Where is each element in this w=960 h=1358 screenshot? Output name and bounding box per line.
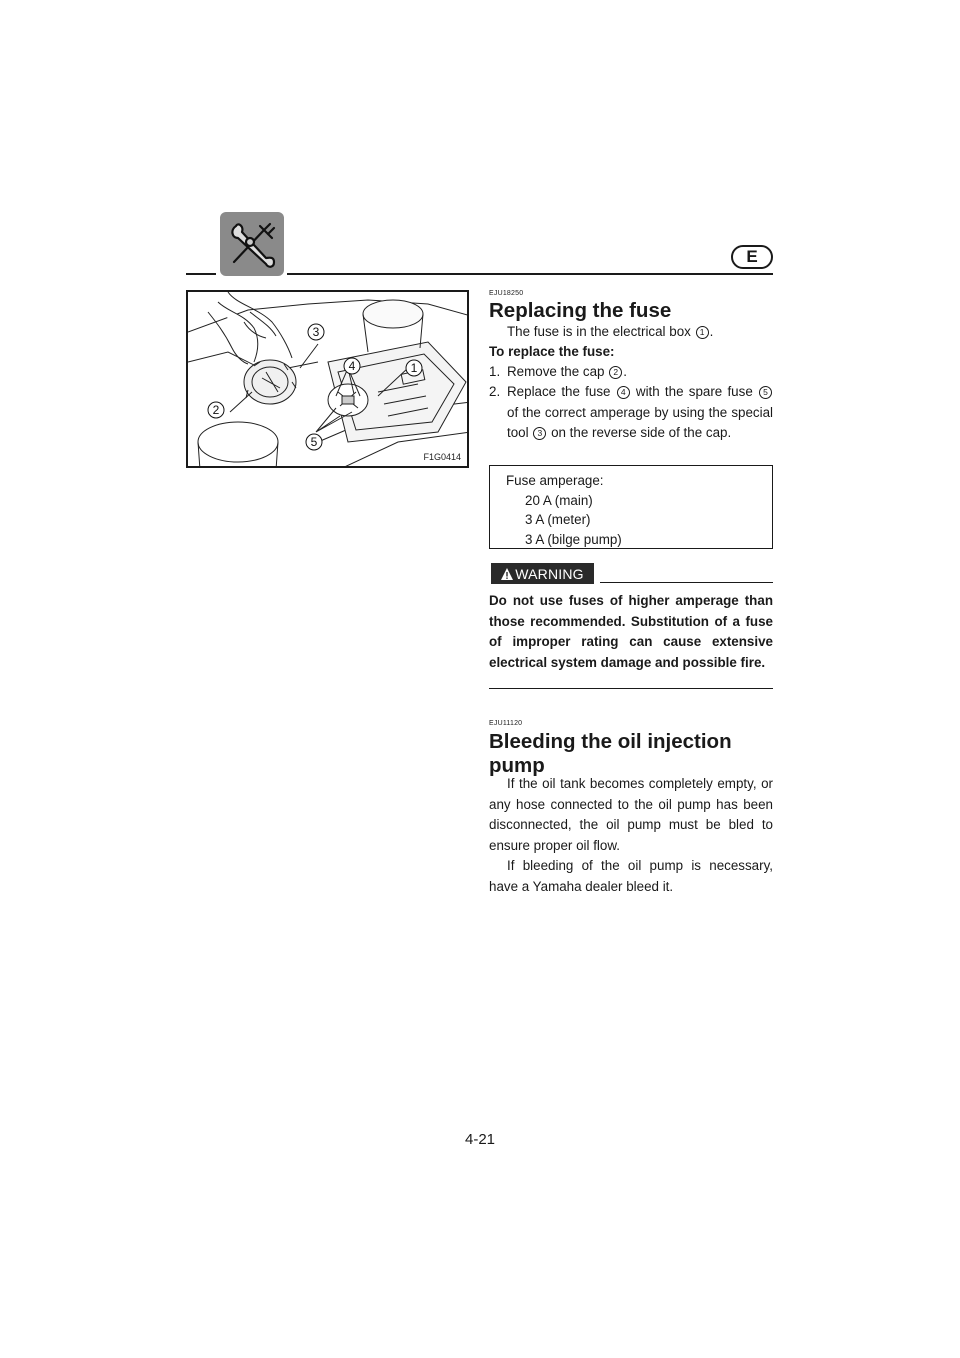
figure-code: F1G0414 [423, 452, 461, 462]
warning-label: WARNING [515, 565, 584, 582]
warning-rule-bottom [489, 688, 773, 689]
ref-marker: 4 [617, 386, 630, 399]
step-text: Remove the cap [507, 364, 605, 379]
list-number: 2. [489, 384, 501, 399]
section-title: Replacing the fuse [489, 299, 672, 322]
warning-text: Do not use fuses of higher amperage than those recommended. Substitution of a fuse of improper rating can cause extensive electrical system damage and possible fire. [489, 593, 773, 670]
step-suffix: . [623, 364, 627, 379]
language-badge: E [731, 245, 773, 269]
list-item [489, 382, 773, 444]
intro-suffix: . [709, 324, 714, 339]
warning-badge [491, 563, 594, 584]
callout-2: 2 [212, 403, 220, 417]
spec-label: Fuse amperage: [506, 473, 604, 488]
spec-value: 3 A (bilge pump) [525, 531, 622, 547]
howto-label: To replace the fuse: [489, 344, 615, 359]
ref-marker: 3 [533, 427, 546, 440]
header-rule-left [186, 273, 216, 275]
warning-rule-top [600, 582, 773, 583]
ref-marker: 5 [759, 386, 772, 399]
spec-value: 3 A (meter) [525, 512, 591, 527]
section-code: EJU11120 [489, 720, 523, 727]
step-text: with the spare fuse [635, 384, 753, 399]
callout-4: 4 [348, 359, 356, 373]
page-number: 4-21 [464, 1131, 496, 1148]
list-item [489, 362, 773, 383]
fuse-illustration [186, 290, 469, 468]
body-paragraph: If bleeding of the oil pump is necessary, have a Yamaha dealer bleed it. [489, 858, 773, 894]
intro-text: The fuse is in the electrical box [507, 324, 691, 339]
warning-icon [501, 568, 513, 580]
header-rule-right [287, 273, 773, 275]
spec-value: 20 A (main) [525, 492, 593, 508]
callout-1: 1 [410, 361, 418, 375]
ref-marker: 1 [696, 326, 709, 339]
section-title-line2: pump [489, 754, 545, 777]
fuse-box-drawing [188, 292, 469, 468]
callout-3: 3 [312, 325, 320, 339]
body-paragraph: If the oil tank becomes completely empty, or any hose connected to the oil pump has been disconnected, the oil pump must be bled to ensure proper oil flow. [489, 776, 773, 853]
step-text: on the reverse side of the cap. [551, 425, 732, 440]
step-text: Replace the fuse [507, 384, 611, 399]
list-number: 1. [489, 364, 501, 379]
spec-box [489, 465, 773, 549]
section-title-line1: Bleeding the oil injection [489, 730, 732, 753]
callout-5: 5 [310, 435, 318, 449]
ref-marker: 2 [609, 366, 622, 379]
step-text: of the correct amperage by using the special tool [507, 404, 773, 440]
intro-paragraph [489, 322, 773, 343]
tools-icon [220, 212, 284, 276]
section-code: EJU18250 [489, 290, 524, 297]
